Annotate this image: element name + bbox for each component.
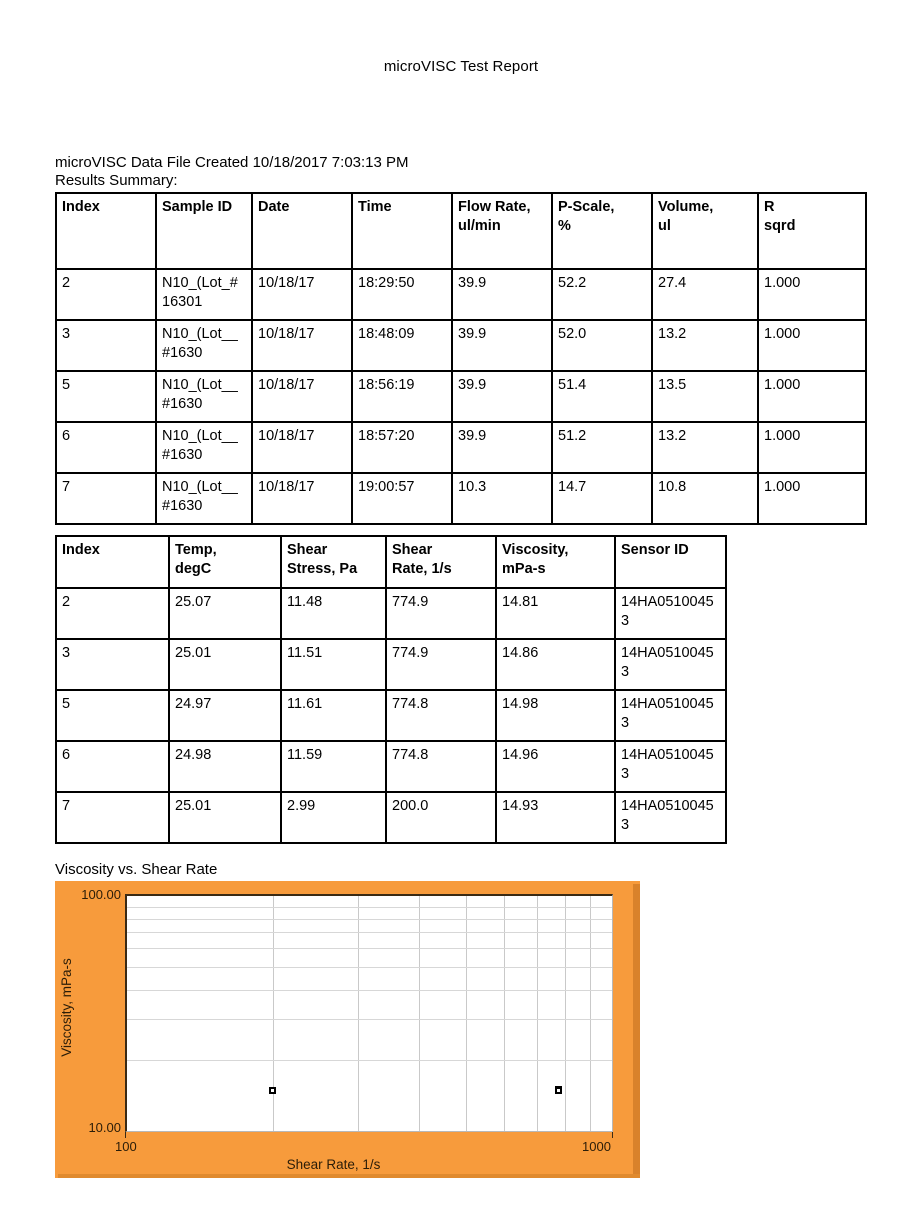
results-summary-cell: 10/18/17 [252, 473, 352, 524]
chart-gridline-vertical [466, 896, 467, 1131]
measurements-cell: 14HA05100453 [615, 639, 726, 690]
table-row [56, 690, 726, 741]
chart-gridline-vertical [273, 896, 274, 1131]
x-axis-tick-right [612, 1132, 613, 1138]
measurements-cell: 200.0 [386, 792, 496, 843]
results-summary-cell: 10.8 [652, 473, 758, 524]
measurements-cell: 24.97 [169, 690, 281, 741]
table-header-row [56, 536, 726, 588]
results-summary-cell: 18:56:19 [352, 371, 452, 422]
chart-gridline-vertical [537, 896, 538, 1131]
chart-gridline-horizontal [127, 948, 612, 949]
measurements-cell: 14.86 [496, 639, 615, 690]
table-header-row [56, 193, 866, 269]
measurements-cell: 14HA05100453 [615, 690, 726, 741]
table-row [56, 422, 866, 473]
results-summary-header-cell: Time [352, 193, 452, 269]
results-summary-cell: 39.9 [452, 269, 552, 320]
measurements-header-cell: Temp, degC [169, 536, 281, 588]
results-summary-cell: N10_(Lot__ #1630 [156, 371, 252, 422]
x-axis-title: Shear Rate, 1/s [286, 1157, 381, 1172]
results-summary-cell: 5 [56, 371, 156, 422]
measurements-header-cell: Sensor ID [615, 536, 726, 588]
chart-gridline-horizontal [127, 990, 612, 991]
measurements-cell: 11.61 [281, 690, 386, 741]
measurements-cell: 14HA05100453 [615, 792, 726, 843]
results-summary-cell: 6 [56, 422, 156, 473]
y-axis-title-text: Viscosity, mPa-s [58, 957, 74, 1057]
results-summary-cell: 39.9 [452, 371, 552, 422]
measurements-header-cell: Shear Rate, 1/s [386, 536, 496, 588]
results-summary-cell: 51.2 [552, 422, 652, 473]
chart-gridline-vertical [358, 896, 359, 1131]
measurements-cell: 2 [56, 588, 169, 639]
y-axis-max-tick-label: 100.00 [81, 887, 121, 902]
results-summary-cell: 13.2 [652, 422, 758, 473]
results-summary-cell: 27.4 [652, 269, 758, 320]
table-row [56, 473, 866, 524]
measurements-cell: 14.98 [496, 690, 615, 741]
results-summary-label: Results Summary: [55, 172, 178, 189]
results-summary-cell: 2 [56, 269, 156, 320]
chart-gridline-vertical [590, 896, 591, 1131]
file-created-line: microVISC Data File Created 10/18/2017 7:03:13 PM [55, 154, 409, 171]
y-axis-title [57, 881, 75, 1133]
page-title: microVISC Test Report [383, 58, 539, 75]
chart-gridline-horizontal [127, 907, 612, 908]
measurements-cell: 7 [56, 792, 169, 843]
measurements-cell: 2.99 [281, 792, 386, 843]
results-summary-cell: 14.7 [552, 473, 652, 524]
chart-title: Viscosity vs. Shear Rate [55, 861, 218, 878]
results-summary-cell: 39.9 [452, 422, 552, 473]
measurements-cell: 774.9 [386, 588, 496, 639]
results-summary-header-cell: Index [56, 193, 156, 269]
results-summary-cell: 7 [56, 473, 156, 524]
table-row [56, 639, 726, 690]
x-axis-min-tick-label: 100 [115, 1139, 137, 1154]
results-summary-cell: 1.000 [758, 371, 866, 422]
chart-gridline-horizontal [127, 1019, 612, 1020]
measurements-cell: 25.01 [169, 639, 281, 690]
results-summary-cell: 1.000 [758, 422, 866, 473]
measurements-cell: 14HA05100453 [615, 741, 726, 792]
chart-gridline-vertical [565, 896, 566, 1131]
table-row [56, 371, 866, 422]
results-summary-cell: 1.000 [758, 320, 866, 371]
results-summary-table [55, 192, 867, 525]
results-summary-cell: 52.2 [552, 269, 652, 320]
results-summary-cell: 52.0 [552, 320, 652, 371]
results-summary-cell: 19:00:57 [352, 473, 452, 524]
measurements-cell: 5 [56, 690, 169, 741]
results-summary-cell: 10/18/17 [252, 371, 352, 422]
measurements-cell: 14HA05100453 [615, 588, 726, 639]
measurements-cell: 6 [56, 741, 169, 792]
chart-gridline-horizontal [127, 967, 612, 968]
chart-data-point [555, 1087, 562, 1094]
results-summary-cell: 10/18/17 [252, 269, 352, 320]
table-row [56, 269, 866, 320]
measurements-cell: 14.93 [496, 792, 615, 843]
y-axis-min-tick-label: 10.00 [88, 1120, 121, 1135]
viscosity-shear-rate-chart [55, 881, 640, 1178]
measurements-header-cell: Index [56, 536, 169, 588]
chart-gridline-horizontal [127, 1060, 612, 1061]
chart-gridline-vertical [419, 896, 420, 1131]
chart-gridline-vertical [504, 896, 505, 1131]
measurements-cell: 774.8 [386, 690, 496, 741]
measurements-header-cell: Viscosity, mPa-s [496, 536, 615, 588]
measurements-cell: 25.07 [169, 588, 281, 639]
results-summary-cell: 18:57:20 [352, 422, 452, 473]
measurements-table [55, 535, 727, 844]
results-summary-header-cell: Flow Rate, ul/min [452, 193, 552, 269]
results-summary-cell: 18:29:50 [352, 269, 452, 320]
x-axis-max-tick-label: 1000 [582, 1139, 611, 1154]
chart-bottom-shadow [58, 1174, 640, 1178]
results-summary-cell: 13.2 [652, 320, 758, 371]
measurements-cell: 774.9 [386, 639, 496, 690]
results-summary-cell: N10_(Lot__ #1630 [156, 422, 252, 473]
chart-gridline-horizontal [127, 919, 612, 920]
results-summary-header-cell: P-Scale, % [552, 193, 652, 269]
results-summary-cell: 1.000 [758, 473, 866, 524]
results-summary-cell: 13.5 [652, 371, 758, 422]
table-row [56, 320, 866, 371]
results-summary-header-cell: Date [252, 193, 352, 269]
measurements-header-cell: Shear Stress, Pa [281, 536, 386, 588]
results-summary-cell: 3 [56, 320, 156, 371]
measurements-cell: 11.59 [281, 741, 386, 792]
chart-right-shadow [633, 884, 640, 1178]
measurements-cell: 25.01 [169, 792, 281, 843]
measurements-cell: 11.48 [281, 588, 386, 639]
results-summary-cell: 10.3 [452, 473, 552, 524]
x-axis-tick-left [125, 1132, 126, 1138]
results-summary-cell: 39.9 [452, 320, 552, 371]
results-summary-cell: 1.000 [758, 269, 866, 320]
measurements-cell: 14.81 [496, 588, 615, 639]
table-row [56, 588, 726, 639]
results-summary-cell: N10_(Lot__ #1630 [156, 473, 252, 524]
results-summary-cell: 10/18/17 [252, 422, 352, 473]
measurements-cell: 3 [56, 639, 169, 690]
results-summary-cell: 51.4 [552, 371, 652, 422]
table-row [56, 741, 726, 792]
measurements-cell: 24.98 [169, 741, 281, 792]
chart-gridline-horizontal [127, 932, 612, 933]
results-summary-header-cell: Volume, ul [652, 193, 758, 269]
results-summary-cell: 18:48:09 [352, 320, 452, 371]
measurements-cell: 774.8 [386, 741, 496, 792]
chart-data-point [269, 1087, 276, 1094]
results-summary-header-cell: R sqrd [758, 193, 866, 269]
results-summary-cell: N10_(Lot__ #1630 [156, 320, 252, 371]
results-summary-cell: 10/18/17 [252, 320, 352, 371]
plot-area [125, 894, 613, 1132]
results-summary-cell: N10_(Lot_# 16301 [156, 269, 252, 320]
measurements-cell: 11.51 [281, 639, 386, 690]
table-row [56, 792, 726, 843]
results-summary-header-cell: Sample ID [156, 193, 252, 269]
measurements-cell: 14.96 [496, 741, 615, 792]
